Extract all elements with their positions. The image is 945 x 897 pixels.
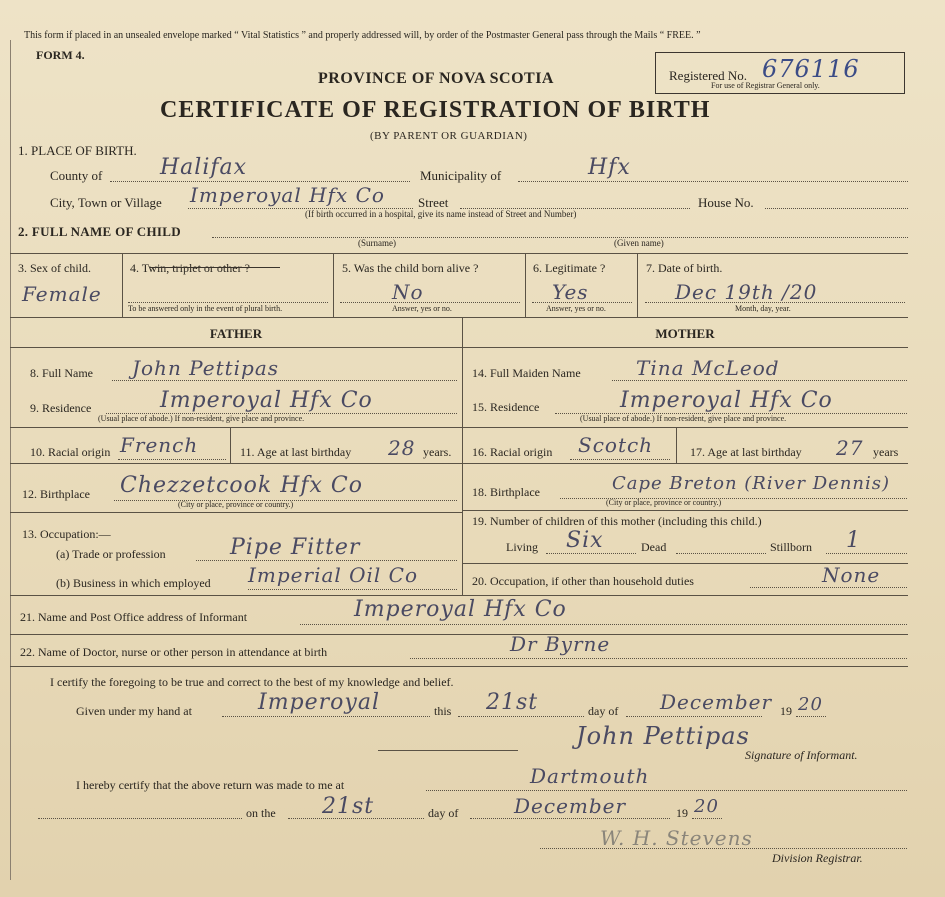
father-name-value: John Pettipas [132, 356, 280, 380]
mother-occ-label: 20. Occupation, if other than household duties [472, 574, 694, 588]
given-caption: (Given name) [614, 238, 664, 248]
registrar-year-value: 20 [694, 796, 719, 817]
mother-res-value: Imperoyal Hfx Co [620, 388, 833, 413]
registrar-caption: Division Registrar. [772, 851, 863, 865]
sex-value: Female [22, 282, 102, 306]
father-age-label: 11. Age at last birthday [240, 445, 352, 459]
mother-res-label: 15. Residence [472, 400, 540, 414]
year-value: 20 [798, 694, 823, 715]
father-birth-value: Chezzetcook Hfx Co [120, 473, 364, 498]
registrar-day-of: day of [428, 806, 459, 820]
registrar-day-value: 21st [322, 794, 375, 819]
informant-label: 21. Name and Post Office address of Informant [20, 610, 248, 624]
mother-name-value: Tina McLeod [636, 356, 780, 380]
father-name-label: 8. Full Name [30, 366, 93, 380]
registered-label: Registered No. [669, 68, 747, 83]
mother-birth-value: Cape Breton (River Dennis) [612, 473, 891, 494]
mother-res-note: (Usual place of abode.) If non-resident, give place and province. [580, 414, 787, 423]
occupation-label: 13. Occupation:— [22, 527, 111, 541]
alive-value: No [392, 280, 424, 304]
father-racial-value: French [120, 433, 199, 457]
father-res-value: Imperoyal Hfx Co [160, 388, 373, 413]
given-place: Imperoyal [258, 690, 380, 715]
municipality-value: Hfx [588, 155, 631, 180]
city-value: Imperoyal Hfx Co [190, 183, 385, 207]
registered-box [655, 52, 905, 94]
city-label: City, Town or Village [50, 195, 162, 210]
municipality-label: Municipality of [420, 168, 502, 183]
left-border [10, 40, 11, 880]
trade-value: Pipe Fitter [230, 535, 361, 560]
province-title: PROVINCE OF NOVA SCOTIA [318, 70, 554, 87]
registrar-line: I hereby certify that the above return was made to me at [76, 778, 345, 792]
form-number: FORM 4. [36, 48, 85, 62]
county-label: County of [50, 168, 103, 183]
day-of-label: day of [588, 704, 619, 718]
doctor-value: Dr Byrne [510, 632, 611, 656]
mother-birth-label: 18. Birthplace [472, 485, 540, 499]
street-label: Street [418, 195, 449, 210]
postage-notice: This form if placed in an unsealed envelope marked “ Vital Statistics ” and properly addressed will, by order of the Postmaster General pass through the Mails “ FREE. ” [24, 30, 701, 41]
mother-racial-label: 16. Racial origin [472, 445, 553, 459]
mother-name-label: 14. Full Maiden Name [472, 366, 581, 380]
legit-note: Answer, yes or no. [546, 304, 606, 313]
father-years: years. [423, 445, 452, 459]
year-prefix: 19 [780, 704, 792, 718]
this-value: 21st [486, 690, 539, 715]
father-res-label: 9. Residence [30, 401, 92, 415]
doctor-label: 22. Name of Doctor, nurse or other person in attendance at birth [20, 645, 328, 659]
child-name-label: 2. FULL NAME OF CHILD [18, 224, 181, 239]
registered-note: For use of Registrar General only. [711, 81, 820, 90]
mother-age-value: 27 [836, 436, 864, 460]
informant-sig-caption: Signature of Informant. [745, 748, 858, 762]
mother-years: years [873, 445, 899, 459]
surname-caption: (Surname) [358, 238, 396, 248]
informant-value: Imperoyal Hfx Co [354, 597, 567, 622]
hospital-note: (If birth occurred in a hospital, give its name instead of Street and Number) [305, 209, 577, 219]
father-heading: FATHER [209, 326, 263, 341]
registered-number: 676116 [762, 55, 860, 83]
registrar-year-prefix: 19 [676, 806, 688, 820]
sex-label: 3. Sex of child. [18, 261, 91, 275]
informant-signature: John Pettipas [576, 722, 750, 750]
legit-label: 6. Legitimate ? [533, 261, 606, 275]
house-label: House No. [698, 195, 754, 210]
dead-label: Dead [641, 540, 667, 554]
twin-label: 4. Twin, triplet or other ? [130, 261, 250, 275]
certify-line: I certify the foregoing to be true and correct to the best of my knowledge and belief. [50, 675, 454, 689]
children-label: 19. Number of children of this mother (including this child.) [472, 514, 762, 528]
stillborn-value: 1 [846, 528, 861, 553]
father-birth-label: 12. Birthplace [22, 487, 90, 501]
given-label: Given under my hand at [76, 704, 192, 718]
father-age-value: 28 [388, 436, 416, 460]
date-value: Dec 19th /20 [675, 280, 818, 304]
on-the-label: on the [246, 806, 276, 820]
registrar-signature: W. H. Stevens [600, 826, 753, 850]
business-label: (b) Business in which employed [56, 576, 211, 590]
date-label: 7. Date of birth. [646, 261, 723, 275]
twin-note: To be answered only in the event of plural birth. [128, 304, 283, 313]
mother-birth-note: (City or place, province or country.) [606, 498, 722, 507]
county-value: Halifax [160, 155, 248, 180]
mother-heading: MOTHER [655, 326, 715, 341]
father-racial-label: 10. Racial origin [30, 445, 111, 459]
mother-age-label: 17. Age at last birthday [690, 445, 802, 459]
registrar-place: Dartmouth [530, 764, 650, 788]
stillborn-label: Stillborn [770, 540, 813, 554]
alive-label: 5. Was the child born alive ? [342, 261, 479, 275]
alive-note: Answer, yes or no. [392, 304, 452, 313]
month-value: December [660, 690, 773, 714]
father-birth-note: (City or place, province or country.) [178, 500, 294, 509]
registrar-month: December [514, 794, 627, 818]
trade-label: (a) Trade or profession [56, 547, 166, 561]
mother-occ-value: None [822, 563, 881, 587]
legit-value: Yes [552, 280, 589, 304]
certificate-subtitle: (BY PARENT OR GUARDIAN) [370, 130, 528, 142]
place-heading: 1. PLACE OF BIRTH. [18, 143, 137, 158]
business-value: Imperial Oil Co [248, 563, 419, 587]
living-label: Living [506, 540, 538, 554]
living-value: Six [566, 528, 604, 553]
certificate-title: CERTIFICATE OF REGISTRATION OF BIRTH [160, 97, 711, 123]
father-res-note: (Usual place of abode.) If non-resident, give place and province. [98, 414, 305, 423]
mother-racial-value: Scotch [578, 433, 654, 457]
date-note: Month, day, year. [735, 304, 791, 313]
this-label: this [434, 704, 452, 718]
